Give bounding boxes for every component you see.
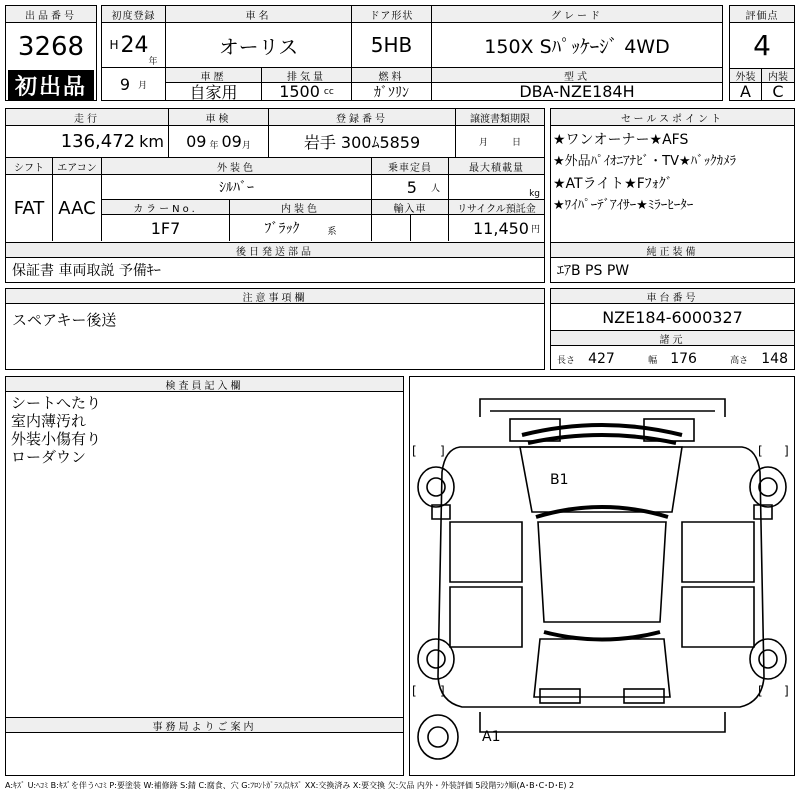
svg-text:[: [ — [758, 444, 763, 458]
import-label: 輸入車 — [372, 200, 449, 215]
insp-month: 09 — [221, 132, 242, 151]
year-unit: 年 — [148, 57, 158, 67]
capacity-label: 乗車定員 — [372, 158, 449, 175]
notes-box — [5, 288, 545, 370]
car-diagram — [410, 377, 794, 775]
recycle-label: リサイクル預託金 — [449, 200, 544, 215]
max-load-label: 最大積載量 — [449, 158, 544, 175]
max-load-value — [449, 175, 544, 200]
grade-label: グレード — [432, 6, 722, 23]
header-block — [101, 5, 723, 101]
color-no-label: カラーNo. — [102, 200, 230, 215]
transfer-day-unit: 日 — [512, 138, 522, 148]
mileage-unit: km — [139, 132, 164, 151]
aircon-value: AAC — [53, 175, 102, 241]
score-label: 評価点 — [730, 6, 794, 23]
import-value — [372, 215, 449, 241]
spec-height — [730, 348, 788, 367]
first-listing-badge: 初出品 — [8, 70, 94, 100]
svg-text:]: ] — [784, 684, 789, 698]
int-score-label: 内装 — [762, 69, 794, 83]
era: H — [109, 38, 119, 52]
grade-value: 150X Sﾊﾟｯｹｰｼﾞ 4WD — [484, 35, 670, 58]
mileage-value — [6, 126, 169, 157]
month-unit: 月 — [138, 80, 148, 91]
mileage-number: 136,472 — [60, 131, 136, 152]
legend-footer: A:ｷｽﾞ U:ﾍｺﾐ B:ｷｽﾞを伴うﾍｺﾐ P:要塗装 W:補修跡 S:錆 C:腐食、穴 G:ﾌﾛﾝﾄｶﾞﾗｽ点ｷｽﾞ XX:交換済み X:要交換 欠:欠品 内外・外装評価 5段階ﾗﾝｸ順(A･B･C･D･E) 2 — [5, 781, 575, 790]
fuel-value: ｶﾞｿﾘﾝ — [352, 83, 432, 100]
displacement-value — [262, 83, 352, 100]
notes-label: 注意事項欄 — [6, 289, 544, 304]
ext-color-label: 外装色 — [102, 158, 372, 175]
shift-value: FAT — [6, 175, 53, 241]
fuel-label: 燃料 — [352, 68, 432, 83]
plate-label: 登録番号 — [269, 109, 456, 126]
mileage-block — [5, 108, 545, 158]
first-reg-value — [102, 23, 166, 67]
history-value: 自家用 — [166, 83, 262, 100]
insp-year: 09 — [186, 132, 207, 151]
score-value: 4 — [753, 29, 771, 62]
selling-points-list — [553, 129, 793, 217]
specs-values — [551, 346, 794, 369]
recycle-value — [449, 215, 544, 241]
svg-text:[: [ — [758, 684, 763, 698]
shift-label: シフト — [6, 158, 53, 175]
svg-text:[: [ — [412, 444, 417, 458]
lot-box — [5, 5, 97, 101]
insp-year-unit: 年 — [209, 141, 219, 151]
int-color-suffix: 系 — [327, 227, 337, 237]
selling-point: ★ﾜｲﾊﾟｰﾃﾞｱｲｻｰ★ﾐﾗｰﾋｰﾀｰ — [553, 198, 694, 213]
selling-point: ★ATライト★Fﾌｫｸﾞ — [553, 176, 673, 192]
model-code-label: 型式 — [432, 68, 722, 83]
later-parts-box — [5, 243, 545, 283]
chassis-value: NZE184-6000327 — [551, 304, 794, 331]
length-label: 長さ — [557, 356, 576, 366]
max-load-unit: kg — [529, 189, 540, 199]
width-label: 幅 — [648, 356, 658, 366]
door-label: ドア形状 — [352, 6, 432, 23]
later-parts-label: 後日発送部品 — [6, 243, 544, 258]
door-value: 5HB — [352, 23, 432, 67]
ext-score-value: A — [730, 83, 762, 100]
displacement-number: 1500 — [279, 83, 320, 100]
chassis-box — [550, 288, 795, 370]
recycle-number: 11,450 — [473, 218, 529, 238]
svg-text:]: ] — [440, 684, 445, 698]
svg-text:[: [ — [412, 684, 417, 698]
transfer-label: 譲渡書類期限 — [456, 109, 544, 126]
lot-label: 出品番号 — [6, 6, 96, 23]
later-parts-value: 保証書 車両取説 予備ｷｰ — [12, 262, 161, 279]
color-no-value: 1F7 — [102, 215, 230, 241]
capacity-number: 5 — [406, 177, 417, 197]
inspector-line: 外装小傷有り — [11, 430, 102, 448]
inspector-lines — [11, 394, 101, 466]
lot-number: 3268 — [17, 32, 85, 62]
svg-text:]: ] — [440, 444, 445, 458]
height-value: 148 — [761, 351, 788, 367]
selling-point: ★外品ﾊﾟｲｵﾆｱﾅﾋﾞ・TV★ﾊﾞｯｸｶﾒﾗ — [553, 154, 737, 169]
notes-value: スペアキー後送 — [12, 311, 117, 329]
mileage-label: 走行 — [6, 109, 169, 126]
inspector-box — [5, 376, 404, 718]
specs-label: 諸元 — [551, 331, 794, 346]
selling-points-box — [550, 108, 795, 243]
int-score-value: C — [772, 83, 784, 100]
reg-month-value — [102, 68, 166, 100]
inspector-line: ローダウン — [11, 448, 87, 466]
displacement-unit: cc — [323, 86, 334, 97]
capacity-value — [372, 175, 449, 200]
insp-month-unit: 月 — [241, 141, 251, 151]
chassis-label: 車台番号 — [551, 289, 794, 304]
selling-points-label: セールスポイント — [551, 109, 794, 126]
car-diagram-box — [409, 376, 795, 776]
int-color-text: ﾌﾞﾗｯｸ — [264, 221, 300, 237]
inspector-line: 室内薄汚れ — [11, 412, 87, 430]
history-label: 車歴 — [166, 68, 262, 83]
reg-year: 24 — [120, 32, 149, 58]
office-label: 事務局よりご案内 — [6, 718, 403, 733]
spec-length — [557, 348, 615, 367]
inspection-label: 車検 — [169, 109, 269, 126]
svg-text:]: ] — [784, 444, 789, 458]
equipment-label: 純正装備 — [551, 243, 794, 258]
recycle-unit: 円 — [530, 224, 540, 235]
spec-width — [648, 348, 697, 367]
equipment-value: ｴｱB PS PW — [557, 262, 630, 279]
int-color-label: 内装色 — [230, 200, 372, 215]
damage-mark-a1: A1 — [482, 729, 501, 745]
car-name-value: オーリス — [166, 23, 352, 67]
damage-mark-b1: B1 — [550, 472, 569, 488]
displacement-label: 排気量 — [262, 68, 352, 83]
selling-point: ★ワンオーナー★AFS — [553, 132, 689, 148]
capacity-unit: 人 — [430, 183, 440, 194]
score-box — [729, 5, 795, 101]
transfer-month-unit: 月 — [478, 138, 488, 148]
inspection-value — [169, 126, 269, 157]
first-reg-label: 初度登録 — [102, 6, 166, 23]
ext-score-label: 外装 — [730, 69, 762, 83]
int-color-value — [230, 215, 372, 241]
car-name-label: 車名 — [166, 6, 352, 23]
transfer-value — [456, 126, 544, 157]
spec-block — [5, 158, 545, 243]
inspector-label: 検査員記入欄 — [6, 377, 403, 392]
ext-color-value: ｼﾙﾊﾞｰ — [102, 175, 372, 200]
plate-value: 岩手 300ﾑ5859 — [269, 126, 456, 157]
reg-month: 9 — [119, 74, 131, 94]
equipment-box — [550, 243, 795, 283]
inspector-line: シートへたり — [11, 394, 102, 412]
office-box — [5, 718, 404, 776]
width-value: 176 — [670, 351, 697, 367]
aircon-label: エアコン — [53, 158, 102, 175]
length-value: 427 — [588, 351, 615, 367]
model-code-value: DBA-NZE184H — [519, 83, 635, 100]
height-label: 高さ — [730, 356, 749, 366]
